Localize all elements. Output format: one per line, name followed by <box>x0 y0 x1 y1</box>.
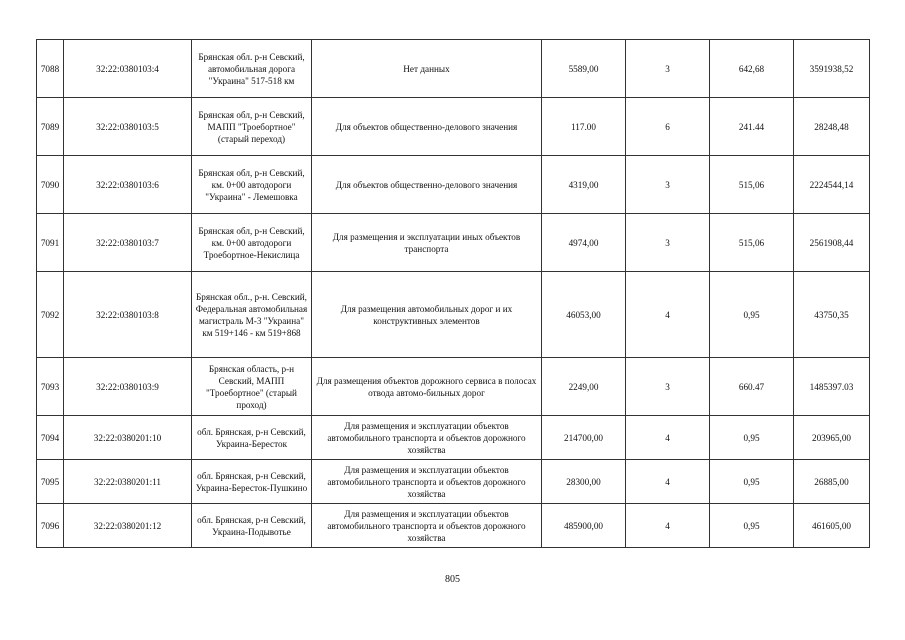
group: 4 <box>626 460 710 504</box>
cadastral-number: 32:22:0380201:10 <box>64 416 192 460</box>
row-number: 7093 <box>37 358 64 416</box>
row-number: 7090 <box>37 156 64 214</box>
cadastral-number: 32:22:0380103:6 <box>64 156 192 214</box>
row-number: 7091 <box>37 214 64 272</box>
cadastral-value: 1485397.03 <box>794 358 870 416</box>
address: Брянская обл, р-н Севский, МАПП "Троебортное" (старый переход) <box>192 98 312 156</box>
cadastral-value: 3591938,52 <box>794 40 870 98</box>
land-use-purpose: Для объектов общественно-делового значения <box>312 156 542 214</box>
rate: 241.44 <box>710 98 794 156</box>
row-number: 7089 <box>37 98 64 156</box>
group: 3 <box>626 156 710 214</box>
cadastral-value: 43750,35 <box>794 272 870 358</box>
row-number: 7095 <box>37 460 64 504</box>
area: 5589,00 <box>542 40 626 98</box>
rate: 0,95 <box>710 272 794 358</box>
rate: 0,95 <box>710 416 794 460</box>
row-number: 7092 <box>37 272 64 358</box>
table-row <box>37 214 870 272</box>
row-number: 7096 <box>37 504 64 548</box>
table-row <box>37 272 870 358</box>
rate: 0,95 <box>710 504 794 548</box>
row-number: 7094 <box>37 416 64 460</box>
group: 6 <box>626 98 710 156</box>
cadastral-value: 461605,00 <box>794 504 870 548</box>
land-use-purpose: Для размещения и эксплуатации объектов автомобильного транспорта и объектов дорожного хозяйства <box>312 460 542 504</box>
cadastral-number: 32:22:0380103:7 <box>64 214 192 272</box>
cadastral-value: 2224544,14 <box>794 156 870 214</box>
cadastral-number: 32:22:0380201:12 <box>64 504 192 548</box>
cadastral-number: 32:22:0380103:4 <box>64 40 192 98</box>
cadastral-number: 32:22:0380103:5 <box>64 98 192 156</box>
table-row <box>37 358 870 416</box>
area: 2249,00 <box>542 358 626 416</box>
group: 4 <box>626 272 710 358</box>
rate: 515,06 <box>710 214 794 272</box>
area: 46053,00 <box>542 272 626 358</box>
group: 3 <box>626 40 710 98</box>
land-use-purpose: Для объектов общественно-делового значения <box>312 98 542 156</box>
land-use-purpose: Нет данных <box>312 40 542 98</box>
group: 4 <box>626 416 710 460</box>
group: 4 <box>626 504 710 548</box>
land-use-purpose: Для размещения и эксплуатации иных объектов транспорта <box>312 214 542 272</box>
page-number: 805 <box>445 574 460 585</box>
address: Брянская обл. р-н Севский, автомобильная дорога "Украина" 517-518 км <box>192 40 312 98</box>
address: обл. Брянская, р-н Севский, Украина-Подывотье <box>192 504 312 548</box>
table-row <box>37 156 870 214</box>
table-row <box>37 416 870 460</box>
cadastral-number: 32:22:0380103:9 <box>64 358 192 416</box>
cadastral-value: 28248,48 <box>794 98 870 156</box>
rate: 515,06 <box>710 156 794 214</box>
land-use-purpose: Для размещения объектов дорожного сервиса в полосах отвода автомо-бильных дорог <box>312 358 542 416</box>
table-row <box>37 460 870 504</box>
cadastral-value: 2561908,44 <box>794 214 870 272</box>
row-number: 7088 <box>37 40 64 98</box>
area: 4974,00 <box>542 214 626 272</box>
cadastral-number: 32:22:0380103:8 <box>64 272 192 358</box>
rate: 0,95 <box>710 460 794 504</box>
table-row <box>37 504 870 548</box>
address: обл. Брянская, р-н Севский, Украина-Бересток <box>192 416 312 460</box>
table-row <box>37 40 870 98</box>
rate: 642,68 <box>710 40 794 98</box>
address: Брянская обл, р-н Севский, км. 0+00 автодороги Троебортное-Некислица <box>192 214 312 272</box>
rate: 660.47 <box>710 358 794 416</box>
cadastral-value: 203965,00 <box>794 416 870 460</box>
area: 28300,00 <box>542 460 626 504</box>
land-use-purpose: Для размещения и эксплуатации объектов автомобильного транспорта и объектов дорожного хозяйства <box>312 504 542 548</box>
address: Брянская обл., р-н. Севский, Федеральная автомобильная магистраль М-3 "Украина" км 519+146 - км 519+868 <box>192 272 312 358</box>
table-row <box>37 98 870 156</box>
cadastral-table <box>36 39 870 548</box>
land-use-purpose: Для размещения и эксплуатации объектов автомобильного транспорта и объектов дорожного хозяйства <box>312 416 542 460</box>
cadastral-value: 26885,00 <box>794 460 870 504</box>
address: Брянская обл, р-н Севский, км. 0+00 автодороги "Украина" - Лемешовка <box>192 156 312 214</box>
area: 485900,00 <box>542 504 626 548</box>
cadastral-number: 32:22:0380201:11 <box>64 460 192 504</box>
group: 3 <box>626 358 710 416</box>
area: 4319,00 <box>542 156 626 214</box>
area: 214700,00 <box>542 416 626 460</box>
land-use-purpose: Для размещения автомобильных дорог и их конструктивных элементов <box>312 272 542 358</box>
group: 3 <box>626 214 710 272</box>
address: обл. Брянская, р-н Севский, Украина-Бересток-Пушкино <box>192 460 312 504</box>
area: 117.00 <box>542 98 626 156</box>
address: Брянская область, р-н Севский, МАПП "Троебортное" (старый проход) <box>192 358 312 416</box>
